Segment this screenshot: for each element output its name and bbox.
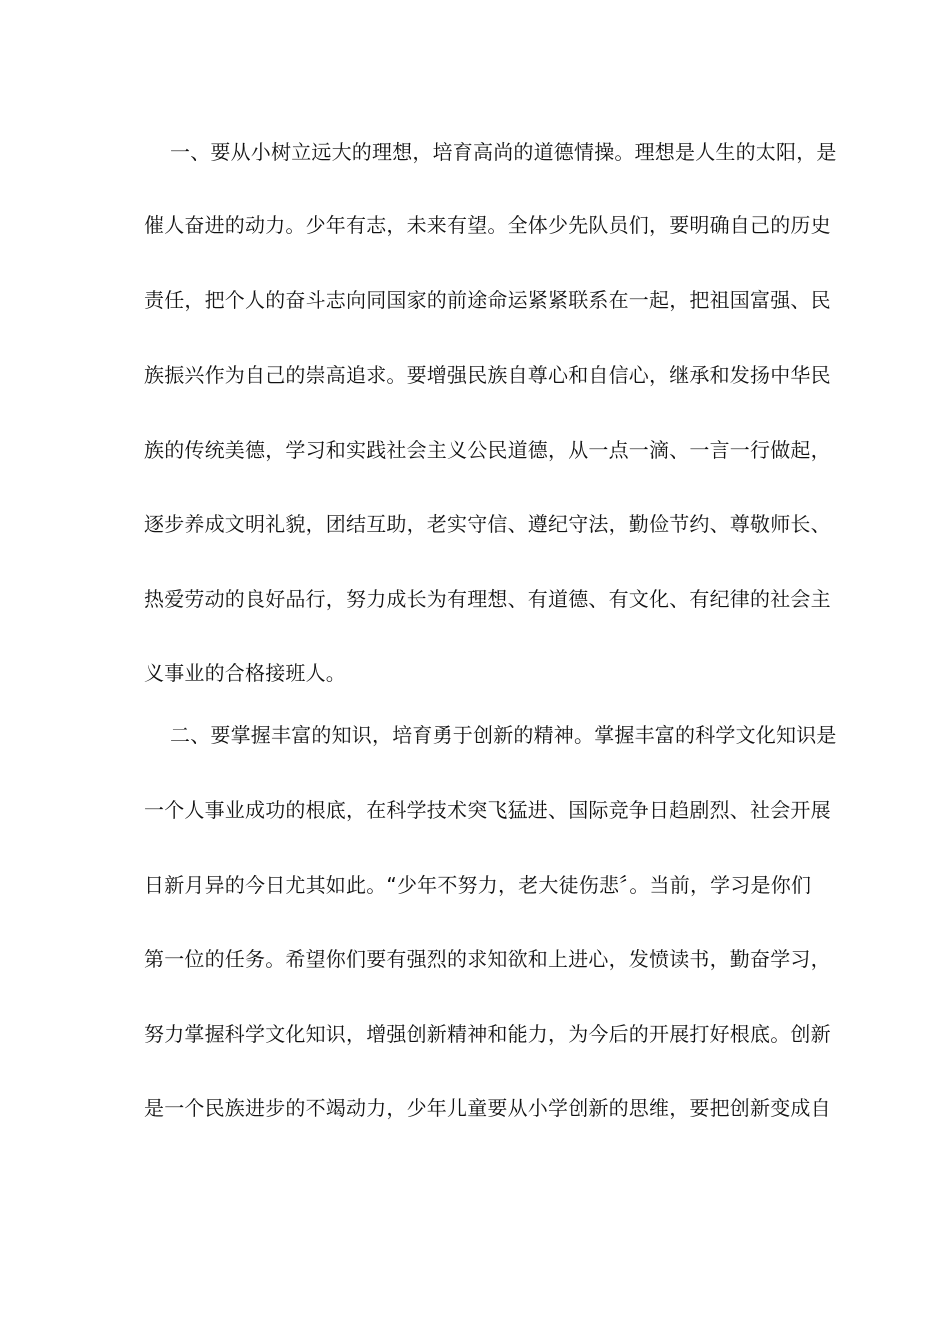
- paragraph-2-line-2: 一个人事业成功的根底，在科学技术突飞猛进、国际竞争日趋剧烈、社会开展: [144, 798, 831, 822]
- paragraph-2-line-1: 二、要掌握丰富的知识，培育勇于创新的精神。掌握丰富的科学文化知识是: [170, 723, 837, 747]
- paragraph-1-line-3: 责任，把个人的奋斗志向同国家的前途命运紧紧联系在一起，把祖国富强、民: [144, 288, 831, 312]
- paragraph-2-line-6: 是一个民族进步的不竭动力，少年儿童要从小学创新的思维，要把创新变成自: [144, 1096, 831, 1120]
- paragraph-1-line-7: 热爱劳动的良好品行，努力成长为有理想、有道德、有文化、有纪律的社会主: [144, 587, 831, 611]
- paragraph-2-line-5: 努力掌握科学文化知识，增强创新精神和能力，为今后的开展打好根底。创新: [144, 1022, 831, 1046]
- paragraph-1-line-5: 族的传统美德，学习和实践社会主义公民道德，从一点一滴、一言一行做起，: [144, 438, 831, 462]
- paragraph-2-line-3: 日新月异的今日尤其如此。“少年不努力，老大徒伤悲〞。当前，学习是你们: [144, 873, 812, 897]
- paragraph-1-line-8: 义事业的合格接班人。: [144, 661, 346, 685]
- paragraph-1-line-6: 逐步养成文明礼貌，团结互助，老实守信、遵纪守法，勤俭节约、尊敬师长、: [144, 512, 831, 536]
- paragraph-1-line-1: 一、要从小树立远大的理想，培育高尚的道德情操。理想是人生的太阳，是: [170, 140, 837, 164]
- paragraph-1-line-2: 催人奋进的动力。少年有志，未来有望。全体少先队员们，要明确自己的历史: [144, 213, 831, 237]
- paragraph-1-line-4: 族振兴作为自己的崇高追求。要增强民族自尊心和自信心，继承和发扬中华民: [144, 363, 831, 387]
- paragraph-2-line-4: 第一位的任务。希望你们要有强烈的求知欲和上进心，发愤读书，勤奋学习，: [144, 947, 831, 971]
